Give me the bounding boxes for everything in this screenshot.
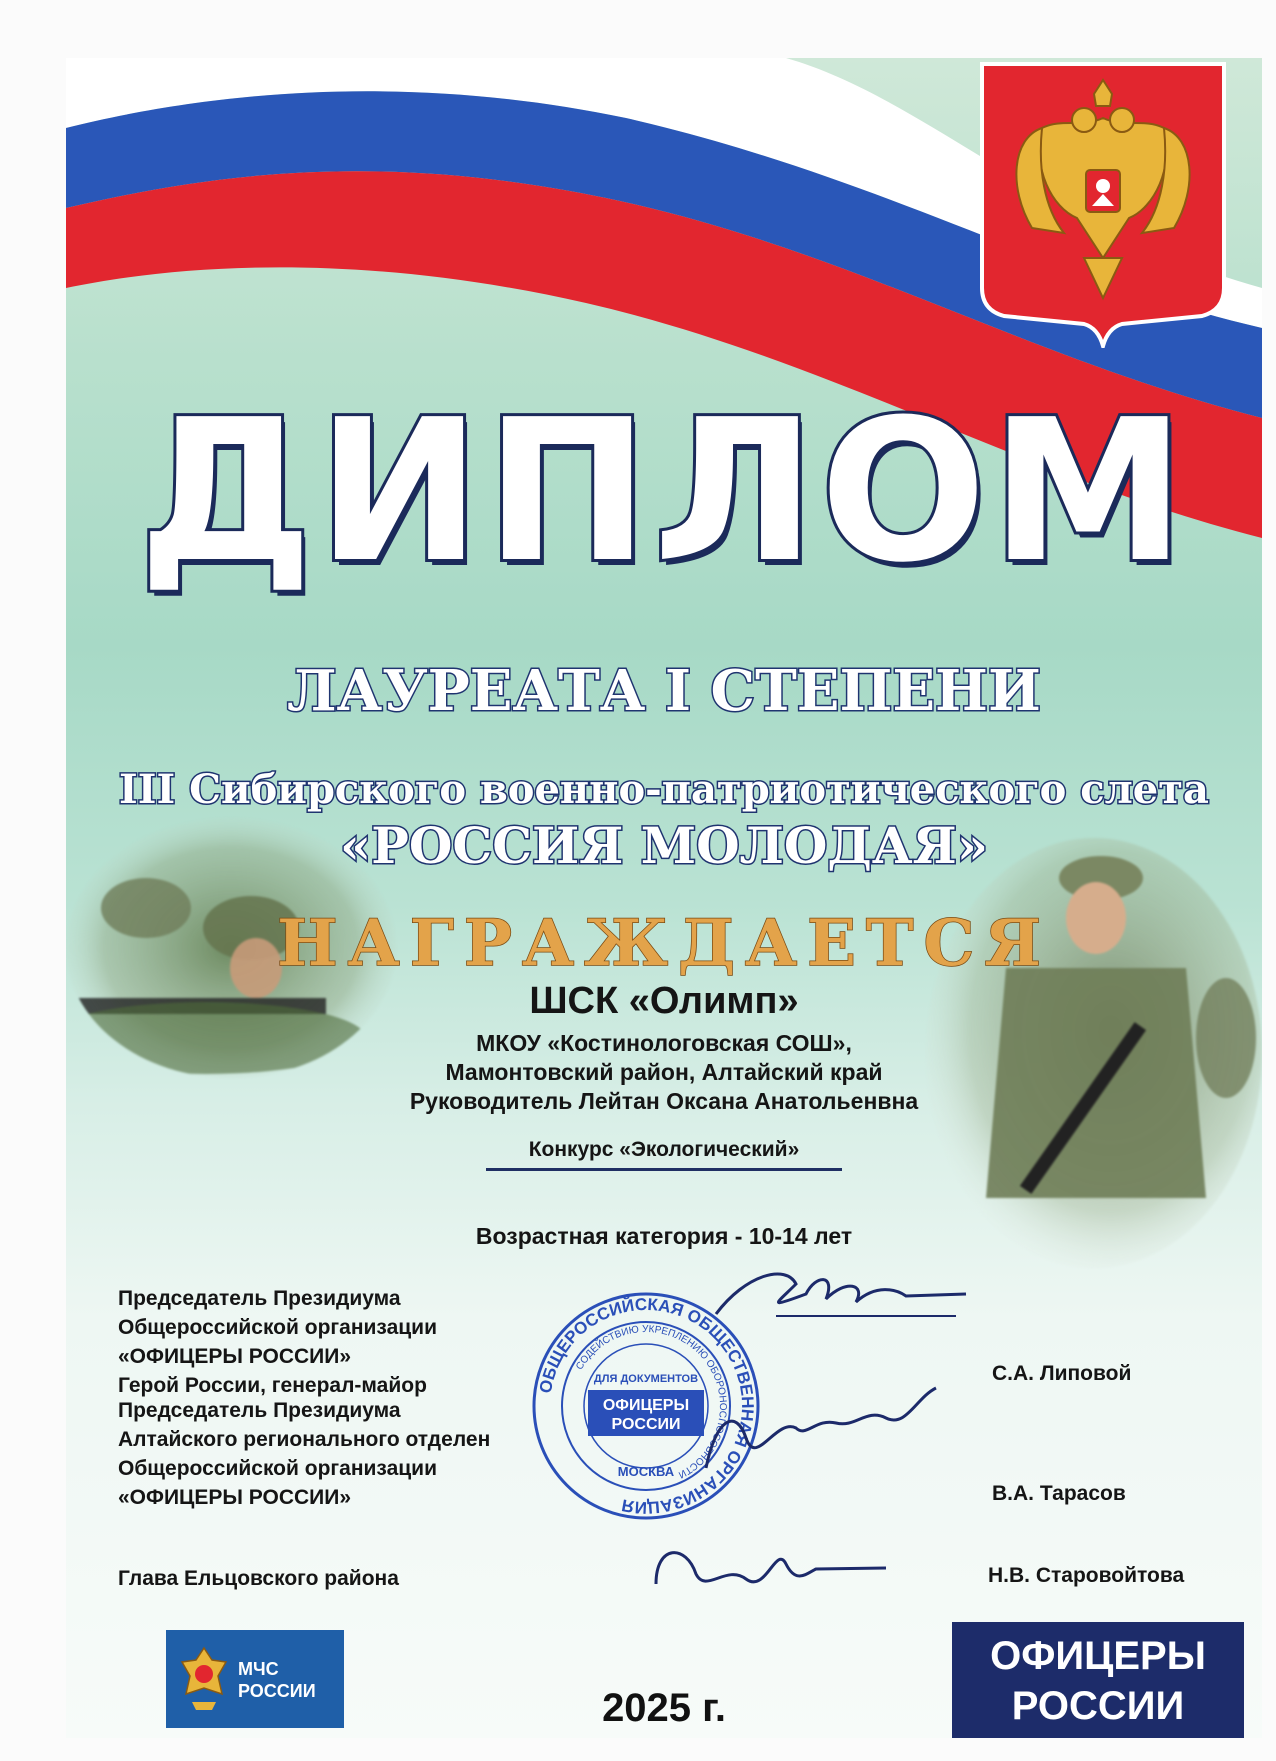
signatory-2-line: Общероссийской организации <box>118 1457 437 1480</box>
event-heading: III Сибирского военно-патриотического слета <box>119 766 1209 813</box>
signatory-1-line: Председатель Президиума <box>118 1287 401 1310</box>
stamp-outer-text: ОБЩЕРОССИЙСКАЯ ОБЩЕСТВЕННАЯ ОРГАНИЗАЦИЯ <box>535 1294 758 1518</box>
coat-of-arms-icon <box>972 58 1234 348</box>
signature-3 <box>636 1524 896 1604</box>
signatory-1-line: «ОФИЦЕРЫ РОССИИ» <box>118 1345 352 1368</box>
signatory-2-line: «ОФИЦЕРЫ РОССИИ» <box>118 1486 352 1509</box>
leader-name: Руководитель Лейтан Оксана Анатольенвна <box>409 1088 919 1114</box>
signatory-1-line: Общероссийской организации <box>118 1316 437 1339</box>
signatory-2-line: Алтайского регионального отделен <box>118 1428 491 1451</box>
stamp-inner-text: СОДЕЙСТВИЮ УКРЕПЛЕНИЮ ОБОРОНОСПОСОБНОСТИ <box>574 1323 729 1481</box>
stamp-city: МОСКВА <box>617 1464 675 1479</box>
stamp-center-line2: РОССИИ <box>611 1416 681 1433</box>
mchs-line1: МЧС <box>238 1659 279 1679</box>
signatory-2-name: В.А. Тарасов <box>992 1482 1126 1505</box>
signature-2 <box>686 1378 946 1488</box>
awarded-heading: НАГРАЖДАЕТСЯ <box>277 906 1051 981</box>
signatory-2-position <box>118 1396 490 1512</box>
mchs-line2: РОССИИ <box>238 1681 316 1701</box>
recipient-name: ШСК «Олимп» <box>529 980 799 1022</box>
diploma-page <box>66 58 1262 1738</box>
signatory-1-name: С.А. Липовой <box>992 1362 1132 1385</box>
signatory-3-line: Глава Ельцовского района <box>118 1567 399 1590</box>
event-name: «РОССИЯ МОЛОДАЯ» <box>340 816 988 875</box>
diploma-year: 2025 г. <box>602 1686 726 1730</box>
age-category: Возрастная категория - 10-14 лет <box>475 1223 853 1249</box>
officers-logo-line1: ОФИЦЕРЫ <box>990 1634 1206 1678</box>
stamp-for-docs: ДЛЯ ДОКУМЕНТОВ <box>593 1373 699 1385</box>
signatory-1-line: Герой России, генерал-майор <box>118 1374 427 1397</box>
signatory-1-position <box>118 1284 437 1400</box>
stamp-center-line1: ОФИЦЕРЫ <box>602 1397 690 1414</box>
diploma-title: ДИПЛОМ <box>138 378 1190 606</box>
degree-heading: ЛАУРЕАТА I СТЕПЕНИ <box>287 658 1041 724</box>
signatory-2-line: Председатель Президиума <box>118 1399 401 1422</box>
district-name: Мамонтовский район, Алтайский край <box>445 1059 883 1085</box>
school-name: МКОУ «Костинологовская СОШ», <box>476 1030 852 1056</box>
signatory-3-position <box>118 1564 399 1593</box>
officers-russia-logo <box>952 1622 1244 1738</box>
contest-underline <box>486 1168 842 1171</box>
officers-logo-line2: РОССИИ <box>1011 1684 1185 1728</box>
contest-name: Конкурс «Экологический» <box>528 1138 800 1161</box>
signatory-3-name: Н.В. Старовойтова <box>988 1564 1185 1587</box>
